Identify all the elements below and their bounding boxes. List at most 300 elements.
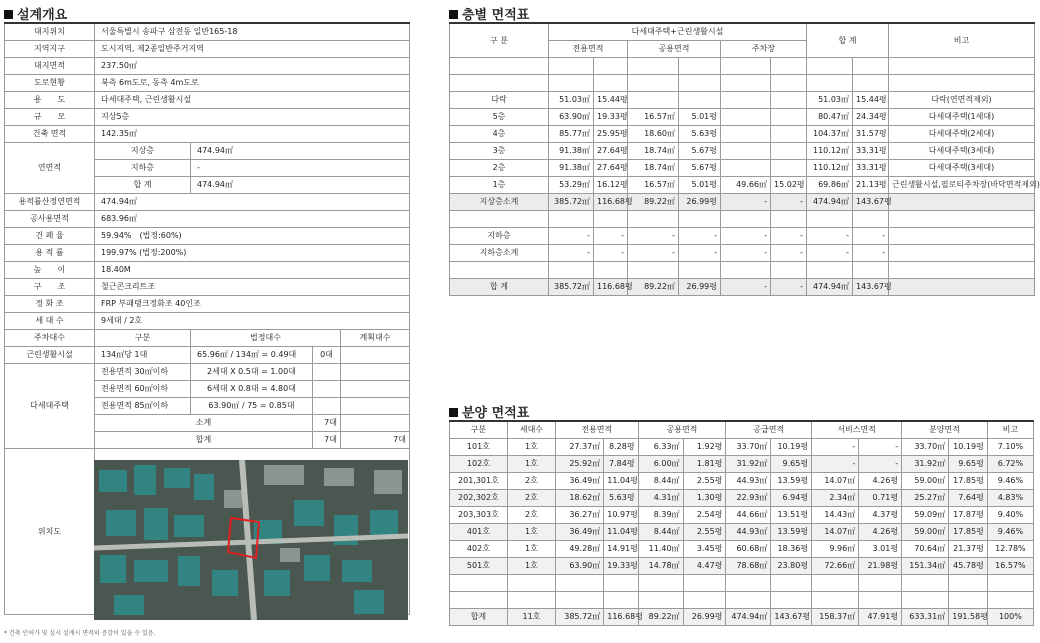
floor-value: 15.02평 <box>771 176 807 193</box>
row-value: 도시지역, 제2종일반주거지역 <box>95 40 410 57</box>
parking-count <box>313 363 341 380</box>
table-row <box>5 210 410 227</box>
empty-cell <box>853 57 889 74</box>
floor-value <box>771 142 807 159</box>
floor-name: 지하층소계 <box>450 244 549 261</box>
row-label: 정 화 조 <box>5 295 95 312</box>
sale-value: 44.93㎡ <box>726 523 771 540</box>
sale-header: 구분 <box>450 421 508 438</box>
floor-value: - <box>594 227 628 244</box>
empty-cell <box>853 261 889 278</box>
parking-planned <box>341 397 410 414</box>
table-row <box>5 278 410 295</box>
table-row <box>450 159 1035 176</box>
row-value: 18.40M <box>95 261 410 278</box>
multi-label: 다세대주택 <box>5 363 95 448</box>
floor-value: - <box>628 227 679 244</box>
sale-value: 13.51평 <box>771 506 812 523</box>
floor-value: 16.57㎡ <box>628 108 679 125</box>
floor-value: 116.68평 <box>594 278 628 295</box>
overview-title <box>4 4 67 23</box>
row-value: 142.35㎡ <box>95 125 410 142</box>
sale-value: 18.62㎡ <box>556 489 604 506</box>
floor-value: 5.63평 <box>679 125 721 142</box>
parking-type: 전용면적 85㎡이하 <box>95 397 191 414</box>
floor-value: 385.72㎡ <box>549 278 594 295</box>
unit-name: 203,303호 <box>450 506 508 523</box>
floor-value: 27.64평 <box>594 159 628 176</box>
sale-value: 8.44㎡ <box>638 472 683 489</box>
table-row <box>450 472 1034 489</box>
sale-value: 2.54평 <box>683 506 726 523</box>
unit-count: 2호 <box>507 472 555 489</box>
location-label: 위치도 <box>5 448 95 614</box>
sale-value: 4.26평 <box>859 472 902 489</box>
empty-cell <box>902 574 949 591</box>
table-row <box>450 608 1034 625</box>
table-row <box>450 193 1035 210</box>
empty-cell <box>889 74 1035 91</box>
parking-planned <box>341 363 410 380</box>
parking-planned <box>341 380 410 397</box>
sale-value: 89.22㎡ <box>638 608 683 625</box>
parking-count <box>313 380 341 397</box>
floor-note <box>889 193 1035 210</box>
floor-name: 3층 <box>450 142 549 159</box>
floor-note <box>889 244 1035 261</box>
sale-value: 14.07㎡ <box>812 523 859 540</box>
row-label: 규 모 <box>5 108 95 125</box>
floor-value: 91.38㎡ <box>549 159 594 176</box>
table-row <box>450 108 1035 125</box>
empty-cell <box>450 574 508 591</box>
empty-cell <box>721 57 771 74</box>
sale-value: 17.87평 <box>949 506 988 523</box>
floor-value <box>771 91 807 108</box>
row-value: 9세대 / 2호 <box>95 312 410 329</box>
unit-name: 합계 <box>450 608 508 625</box>
floor-title-text: 층별 면적표 <box>462 8 530 23</box>
table-row <box>5 346 410 363</box>
sale-ratio: 4.83% <box>987 489 1033 506</box>
row-value: 59.94% (법정:60%) <box>95 227 410 244</box>
sale-value: 19.33평 <box>604 557 638 574</box>
parking-type: 134㎡당 1대 <box>95 346 191 363</box>
sale-ratio: 100% <box>987 608 1033 625</box>
empty-cell <box>726 574 771 591</box>
floor-value: 5.67평 <box>679 142 721 159</box>
overview-title-text: 설계개요 <box>17 8 68 23</box>
row-label: 세 대 수 <box>5 312 95 329</box>
table-row <box>450 261 1035 278</box>
empty-cell <box>604 574 638 591</box>
table-row <box>450 557 1034 574</box>
floor-value: 15.44평 <box>594 91 628 108</box>
empty-cell <box>507 574 555 591</box>
floor-name: 다락 <box>450 91 549 108</box>
empty-cell <box>683 574 726 591</box>
sale-header: 서비스면적 <box>812 421 902 438</box>
sale-value: 143.67평 <box>771 608 812 625</box>
empty-cell <box>726 591 771 608</box>
sale-value: 59.00㎡ <box>902 472 949 489</box>
unit-name: 501호 <box>450 557 508 574</box>
table-row <box>450 227 1035 244</box>
sale-value: 10.97평 <box>604 506 638 523</box>
sale-value: 151.34㎡ <box>902 557 949 574</box>
empty-cell <box>859 574 902 591</box>
square-bullet-icon <box>449 10 458 19</box>
row-label: 대지면적 <box>5 57 95 74</box>
row-label: 건축 면적 <box>5 125 95 142</box>
sale-value: 78.68㎡ <box>726 557 771 574</box>
floor-value: 89.22㎡ <box>628 278 679 295</box>
row-label: 도로현황 <box>5 74 95 91</box>
empty-cell <box>549 57 594 74</box>
sale-header: 공급면적 <box>726 421 812 438</box>
floor-note: 다세대주택(1세대) <box>889 108 1035 125</box>
floor-value: - <box>679 244 721 261</box>
floor-value: - <box>549 227 594 244</box>
header-group: 다세대주택+근린생활시설 <box>549 23 807 40</box>
sale-value: 1.30평 <box>683 489 726 506</box>
row-label: 건 폐 율 <box>5 227 95 244</box>
parking-planned <box>341 414 410 431</box>
row-value: 237.50㎡ <box>95 57 410 74</box>
floor-value: 104.37㎡ <box>807 125 853 142</box>
sale-value: 6.94평 <box>771 489 812 506</box>
gfa-value: 474.94㎡ <box>191 142 410 159</box>
table-row <box>5 227 410 244</box>
sale-value: 10.19평 <box>949 438 988 455</box>
sale-value: 158.37㎡ <box>812 608 859 625</box>
floor-value: 15.44평 <box>853 91 889 108</box>
floor-value: - <box>721 244 771 261</box>
floor-note: 근린생활시설,필로티주차장(바닥면적제외) <box>889 176 1035 193</box>
empty-cell <box>679 74 721 91</box>
row-label: 용적률산정연면적 <box>5 193 95 210</box>
empty-cell <box>949 591 988 608</box>
empty-cell <box>771 57 807 74</box>
table-row <box>450 421 1034 438</box>
floor-title <box>449 4 529 23</box>
parking-calc: 63.90㎡ / 75 = 0.85대 <box>191 397 313 414</box>
table-row <box>450 574 1034 591</box>
row-value: 북측 6m도로, 동측 4m도로 <box>95 74 410 91</box>
floor-value: 51.03㎡ <box>549 91 594 108</box>
floor-name: 5층 <box>450 108 549 125</box>
sale-value: 1.92평 <box>683 438 726 455</box>
sale-value: 6.00㎡ <box>638 455 683 472</box>
empty-cell <box>853 210 889 227</box>
sale-ratio: 7.10% <box>987 438 1033 455</box>
sale-value: 9.65평 <box>771 455 812 472</box>
row-value: 474.94㎡ <box>95 193 410 210</box>
sale-value: 116.68평 <box>604 608 638 625</box>
parking-header: 계획대수 <box>341 329 410 346</box>
table-row <box>450 210 1035 227</box>
empty-cell <box>949 574 988 591</box>
floor-value <box>679 91 721 108</box>
row-value: 199.97% (법정:200%) <box>95 244 410 261</box>
floor-value: 110.12㎡ <box>807 142 853 159</box>
empty-cell <box>889 57 1035 74</box>
table-row <box>5 244 410 261</box>
row-value: 다세대주택, 근린생활시설 <box>95 91 410 108</box>
sale-value: 14.43㎡ <box>812 506 859 523</box>
footnote: * 건축 인허가 및 실시 설계시 면적의 증감이 있을 수 있음. <box>4 630 156 637</box>
floor-name: 지하층 <box>450 227 549 244</box>
floor-value: 5.01평 <box>679 176 721 193</box>
unit-count: 1호 <box>507 557 555 574</box>
sale-area-table <box>449 420 1034 626</box>
sale-header: 전용면적 <box>556 421 639 438</box>
unit-name: 101호 <box>450 438 508 455</box>
empty-cell <box>679 261 721 278</box>
floor-value <box>721 108 771 125</box>
floor-note <box>889 278 1035 295</box>
table-row <box>5 23 410 40</box>
parking-calc: 65.96㎡ / 134㎡ = 0.49대 <box>191 346 313 363</box>
table-row <box>5 108 410 125</box>
total-count: 7대 <box>313 431 341 448</box>
empty-cell <box>679 57 721 74</box>
floor-value: 16.12평 <box>594 176 628 193</box>
floor-area-table <box>449 22 1040 296</box>
table-row <box>450 57 1035 74</box>
floor-value: 143.67평 <box>853 193 889 210</box>
floor-value: 5.01평 <box>679 108 721 125</box>
row-value: 철근콘크리트조 <box>95 278 410 295</box>
empty-cell <box>859 591 902 608</box>
sale-value: 63.90㎡ <box>556 557 604 574</box>
sale-value: 45.78평 <box>949 557 988 574</box>
floor-value: 27.64평 <box>594 142 628 159</box>
unit-count: 2호 <box>507 506 555 523</box>
table-row <box>450 91 1035 108</box>
table-row <box>5 74 410 91</box>
unit-count: 1호 <box>507 540 555 557</box>
floor-value: 26.99평 <box>679 193 721 210</box>
table-row <box>450 125 1035 142</box>
floor-value: 49.66㎡ <box>721 176 771 193</box>
empty-cell <box>594 57 628 74</box>
empty-cell <box>549 210 594 227</box>
floor-value: 16.57㎡ <box>628 176 679 193</box>
floor-value: 33.31평 <box>853 142 889 159</box>
floor-note <box>889 227 1035 244</box>
sale-value: 59.00㎡ <box>902 523 949 540</box>
floor-value: 89.22㎡ <box>628 193 679 210</box>
sale-value: 5.63평 <box>604 489 638 506</box>
empty-cell <box>683 591 726 608</box>
empty-cell <box>450 74 549 91</box>
table-row <box>450 142 1035 159</box>
sale-value: 191.58평 <box>949 608 988 625</box>
parking-header: 구분 <box>95 329 191 346</box>
floor-value <box>721 159 771 176</box>
sale-value: 49.28㎡ <box>556 540 604 557</box>
empty-cell <box>628 57 679 74</box>
empty-cell <box>594 74 628 91</box>
empty-cell <box>628 261 679 278</box>
floor-value: 19.33평 <box>594 108 628 125</box>
sale-value: 4.31㎡ <box>638 489 683 506</box>
sale-title-text: 분양 면적표 <box>462 406 530 421</box>
sale-value: 21.37평 <box>949 540 988 557</box>
floor-value <box>721 142 771 159</box>
empty-cell <box>889 261 1035 278</box>
floor-name: 2층 <box>450 159 549 176</box>
floor-value: - <box>721 227 771 244</box>
parking-count: 0대 <box>313 346 341 363</box>
gfa-sub-label: 지하층 <box>95 159 191 176</box>
table-row <box>450 455 1034 472</box>
floor-value: - <box>853 244 889 261</box>
empty-cell <box>987 574 1033 591</box>
sale-ratio: 9.46% <box>987 472 1033 489</box>
empty-cell <box>902 591 949 608</box>
sale-value: 36.49㎡ <box>556 472 604 489</box>
floor-value: 143.67평 <box>853 278 889 295</box>
empty-cell <box>771 574 812 591</box>
empty-cell <box>450 57 549 74</box>
sale-value: 2.34㎡ <box>812 489 859 506</box>
sale-ratio: 16.57% <box>987 557 1033 574</box>
sale-ratio: 12.78% <box>987 540 1033 557</box>
table-row <box>5 329 410 346</box>
table-row <box>5 57 410 74</box>
sale-header: 비고 <box>987 421 1033 438</box>
sale-value: 2.55평 <box>683 472 726 489</box>
sale-value: 25.92㎡ <box>556 455 604 472</box>
unit-name: 401호 <box>450 523 508 540</box>
floor-value: - <box>771 193 807 210</box>
unit-name: 102호 <box>450 455 508 472</box>
floor-value: - <box>549 244 594 261</box>
sale-value: 385.72㎡ <box>556 608 604 625</box>
empty-cell <box>812 574 859 591</box>
floor-value <box>771 108 807 125</box>
sale-value: 17.85평 <box>949 472 988 489</box>
floor-name: 4층 <box>450 125 549 142</box>
floor-value: - <box>807 227 853 244</box>
floor-value: 5.67평 <box>679 159 721 176</box>
floor-note: 다세대주택(2세대) <box>889 125 1035 142</box>
empty-cell <box>721 210 771 227</box>
floor-value: 85.77㎡ <box>549 125 594 142</box>
floor-value: - <box>721 278 771 295</box>
floor-name: 합 계 <box>450 278 549 295</box>
table-row <box>450 523 1034 540</box>
parking-calc: 2세대 X 0.5대 = 1.00대 <box>191 363 313 380</box>
floor-note: 다락(연면적제외) <box>889 91 1035 108</box>
sale-header: 세대수 <box>507 421 555 438</box>
sale-value: 9.96㎡ <box>812 540 859 557</box>
floor-value: - <box>771 227 807 244</box>
sale-value: 3.01평 <box>859 540 902 557</box>
floor-value: 26.99평 <box>679 278 721 295</box>
sale-ratio: 9.40% <box>987 506 1033 523</box>
floor-value: 31.57평 <box>853 125 889 142</box>
empty-cell <box>807 57 853 74</box>
table-row <box>5 125 410 142</box>
table-row <box>5 363 410 380</box>
row-value: 683.96㎡ <box>95 210 410 227</box>
sale-value: 18.36평 <box>771 540 812 557</box>
table-row <box>5 142 410 159</box>
table-row <box>450 591 1034 608</box>
square-bullet-icon <box>449 408 458 417</box>
floor-value: - <box>721 193 771 210</box>
sale-value: 11.04평 <box>604 472 638 489</box>
parking-header: 법정대수 <box>191 329 341 346</box>
floor-value <box>771 159 807 176</box>
table-row <box>5 295 410 312</box>
location-map[interactable] <box>94 460 408 620</box>
empty-cell <box>771 261 807 278</box>
sale-value: 44.93㎡ <box>726 472 771 489</box>
floor-value: - <box>594 244 628 261</box>
sale-value: 10.19평 <box>771 438 812 455</box>
gfa-sub-label: 합 계 <box>95 176 191 193</box>
sale-value: 8.39㎡ <box>638 506 683 523</box>
floor-note: 다세대주택(3세대) <box>889 142 1035 159</box>
floor-value <box>721 125 771 142</box>
sale-title <box>449 402 529 421</box>
sale-header: 분양면적 <box>902 421 988 438</box>
sale-ratio: 6.72% <box>987 455 1033 472</box>
sale-value: 0.71평 <box>859 489 902 506</box>
sale-value: 21.98평 <box>859 557 902 574</box>
floor-value <box>771 125 807 142</box>
floor-value: 24.34평 <box>853 108 889 125</box>
gfa-sub-label: 지상층 <box>95 142 191 159</box>
header-parking: 주차장 <box>721 40 807 57</box>
square-bullet-icon <box>4 10 13 19</box>
empty-cell <box>549 74 594 91</box>
parking-planned <box>341 346 410 363</box>
empty-cell <box>556 574 604 591</box>
total-planned: 7대 <box>341 431 410 448</box>
empty-cell <box>807 210 853 227</box>
sale-value: 13.59평 <box>771 472 812 489</box>
sale-value: 22.93㎡ <box>726 489 771 506</box>
sale-value: 33.70㎡ <box>902 438 949 455</box>
sale-value: 26.99평 <box>683 608 726 625</box>
sale-value: 4.26평 <box>859 523 902 540</box>
floor-name: 1층 <box>450 176 549 193</box>
empty-cell <box>549 261 594 278</box>
sale-value: 47.91평 <box>859 608 902 625</box>
table-row <box>450 176 1035 193</box>
sale-value: 70.64㎡ <box>902 540 949 557</box>
sale-value: - <box>812 455 859 472</box>
table-row <box>5 312 410 329</box>
sale-value: - <box>859 438 902 455</box>
empty-cell <box>628 210 679 227</box>
sale-value: 4.47평 <box>683 557 726 574</box>
header-common: 공용면적 <box>628 40 721 57</box>
empty-cell <box>450 261 549 278</box>
row-label: 용 도 <box>5 91 95 108</box>
table-row <box>5 91 410 108</box>
empty-cell <box>807 74 853 91</box>
sale-value: 8.44㎡ <box>638 523 683 540</box>
sale-value: 7.64평 <box>949 489 988 506</box>
table-row <box>5 40 410 57</box>
parking-count <box>313 397 341 414</box>
